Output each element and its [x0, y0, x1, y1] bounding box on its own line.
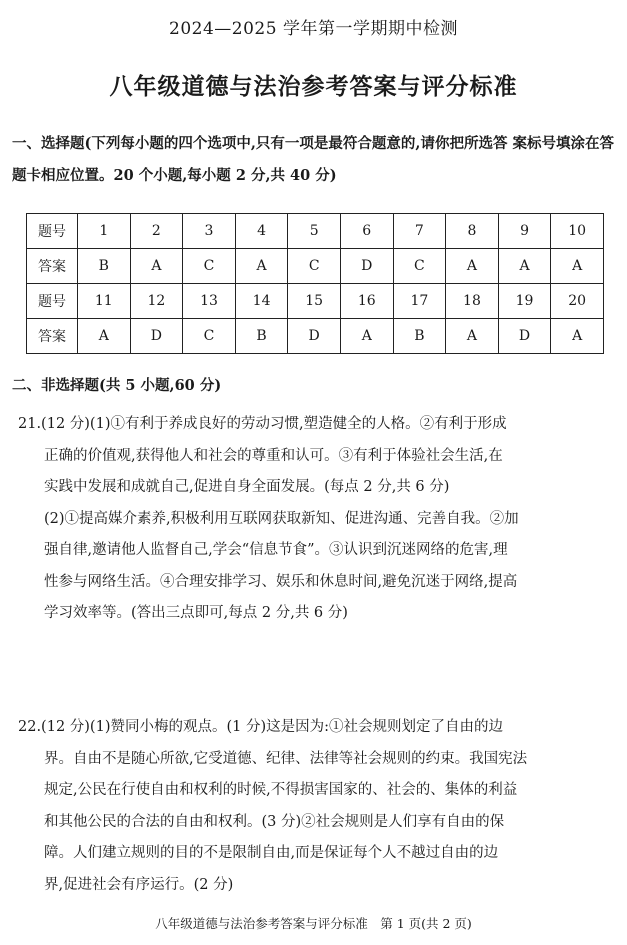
table-cell: C	[288, 249, 341, 284]
table-cell: 18	[446, 284, 499, 319]
answer-line: 规定,公民在行使自由和权利的时候,不得损害国家的、社会的、集体的利益	[44, 782, 518, 798]
table-cell: D	[130, 319, 183, 354]
table-cell: A	[78, 319, 131, 354]
table-cell: 9	[498, 214, 551, 249]
table-cell: 5	[288, 214, 341, 249]
page-footer: 八年级道德与法治参考答案与评分标准 第 1 页(共 2 页)	[155, 916, 472, 931]
table-cell: C	[183, 249, 236, 284]
question-22-answer	[18, 712, 616, 901]
table-cell: A	[235, 249, 288, 284]
table-cell: 11	[78, 284, 131, 319]
table-cell: 4	[235, 214, 288, 249]
answer-line: 障。人们建立规则的目的不是限制自由,而是保证每个人不越过自由的边	[44, 845, 499, 861]
answer-line: 和其他公民的合法的自由和权利。(3 分)②社会规则是人们享有自由的保	[44, 813, 505, 830]
section1-heading-line2: 案标号填涂在答题卡相应位置。20 个小题,每小题 2 分,共 40 分)	[12, 135, 615, 184]
table-cell: A	[446, 319, 499, 354]
table-row	[27, 249, 604, 284]
table-cell: C	[183, 319, 236, 354]
row-label: 答案	[27, 249, 78, 284]
answer-line: 性参与网络生活。④合理安排学习、娱乐和休息时间,避免沉迷于网络,提高	[44, 573, 518, 590]
table-cell: B	[393, 319, 446, 354]
table-cell: 19	[498, 284, 551, 319]
exam-header: 2024—2025 学年第一学期期中检测	[169, 19, 458, 39]
page-title: 八年级道德与法治参考答案与评分标准	[109, 73, 518, 100]
section2-heading: 二、非选择题(共 5 小题,60 分)	[12, 377, 222, 394]
table-cell: 20	[551, 284, 604, 319]
table-cell: D	[498, 319, 551, 354]
table-cell: 8	[446, 214, 499, 249]
answer-line: 强自律,邀请他人监督自己,学会“信息节食”。③认识到沉迷网络的危害,理	[44, 542, 508, 558]
table-cell: 3	[183, 214, 236, 249]
table-row	[27, 284, 604, 319]
table-cell: 16	[340, 284, 393, 319]
table-cell: A	[130, 249, 183, 284]
table-cell: D	[288, 319, 341, 354]
table-cell: 7	[393, 214, 446, 249]
answer-line: 实践中发展和成就自己,促进自身全面发展。(每点 2 分,共 6 分)	[44, 479, 450, 495]
answer-line: 21.(12 分)(1)①有利于养成良好的劳动习惯,塑造健全的人格。②有利于形成	[18, 416, 507, 432]
table-cell: 10	[551, 214, 604, 249]
table-cell: A	[446, 249, 499, 284]
answer-line: 学习效率等。(答出三点即可,每点 2 分,共 6 分)	[44, 605, 348, 621]
table-cell: 13	[183, 284, 236, 319]
table-cell: B	[235, 319, 288, 354]
table-cell: B	[78, 249, 131, 284]
row-label: 题号	[27, 214, 78, 249]
table-cell: 1	[78, 214, 131, 249]
table-cell: 2	[130, 214, 183, 249]
answer-table	[26, 213, 604, 354]
table-cell: 15	[288, 284, 341, 319]
row-label: 题号	[27, 284, 78, 319]
row-label: 答案	[27, 319, 78, 354]
section1-heading-line1: 一、选择题(下列每小题的四个选项中,只有一项是最符合题意的,请你把所选答	[12, 135, 508, 152]
table-cell: 17	[393, 284, 446, 319]
table-cell: A	[340, 319, 393, 354]
table-cell: 12	[130, 284, 183, 319]
table-cell: 6	[340, 214, 393, 249]
table-cell: 14	[235, 284, 288, 319]
table-row	[27, 319, 604, 354]
answer-line: 22.(12 分)(1)赞同小梅的观点。(1 分)这是因为:①社会规则划定了自由的边	[18, 719, 504, 735]
question-21-answer	[18, 409, 616, 630]
answer-line: (2)①提高媒介素养,积极利用互联网获取新知、促进沟通、完善自我。②加	[44, 510, 519, 527]
table-cell: D	[340, 249, 393, 284]
table-cell: A	[498, 249, 551, 284]
answer-line: 界,促进社会有序运行。(2 分)	[44, 876, 234, 893]
table-cell: A	[551, 249, 604, 284]
answer-line: 正确的价值观,获得他人和社会的尊重和认可。③有利于体验社会生活,在	[44, 447, 503, 464]
section1-heading	[12, 128, 617, 192]
table-cell: A	[551, 319, 604, 354]
answer-line: 界。自由不是随心所欲,它受道德、纪律、法律等社会规则的约束。我国宪法	[44, 750, 528, 767]
table-row	[27, 214, 604, 249]
table-cell: C	[393, 249, 446, 284]
